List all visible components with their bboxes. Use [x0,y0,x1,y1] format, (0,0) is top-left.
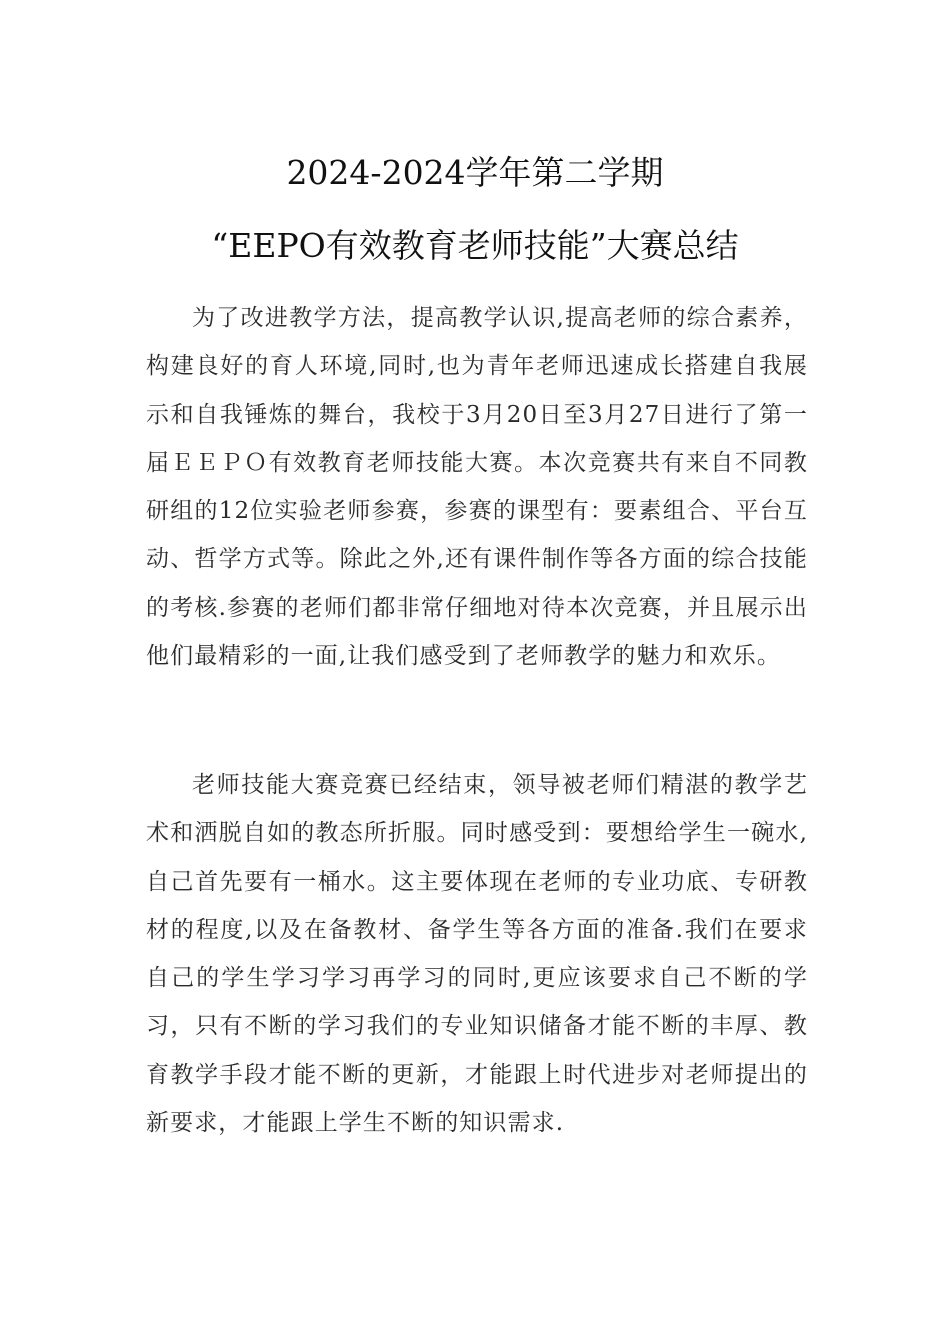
body-paragraph-1: 为了改进教学方法，提高教学认识,提高老师的综合素养，构建良好的育人环境,同时,也为青年老师迅速成长搭建自我展示和自我锤炼的舞台，我校于3月20日至3月27日进行了第一届ＥＥＰＯ有效教育老师技能大赛。本次竞赛共有来自不同教研组的12位实验老师参赛，参赛的课型有：要素组合、平台互动、哲学方式等。除此之外,还有课件制作等各方面的综合技能的考核.参赛的老师们都非常仔细地对待本次竞赛，并且展示出他们最精彩的一面,让我们感受到了老师教学的魅力和欢乐。 [146,305,808,670]
body-paragraph-2: 老师技能大赛竞赛已经结束，领导被老师们精湛的教学艺术和洒脱自如的教态所折服。同时感受到：要想给学生一碗水,自己首先要有一桶水。这主要体现在老师的专业功底、专研教材的程度,以及在备教材、备学生等各方面的准备.我们在要求自己的学生学习学习再学习的同时,更应该要求自己不断的学习，只有不断的学习我们的专业知识储备才能不断的丰厚、教育教学手段才能不断的更新，才能跟上时代进步对老师提出的新要求，才能跟上学生不断的知识需求. [146,772,808,1137]
document-title-line-2: “EEPO有效教育老师技能”大赛总结 [211,226,739,265]
document-title-line-1: 2024-2024学年第二学期 [286,153,664,192]
